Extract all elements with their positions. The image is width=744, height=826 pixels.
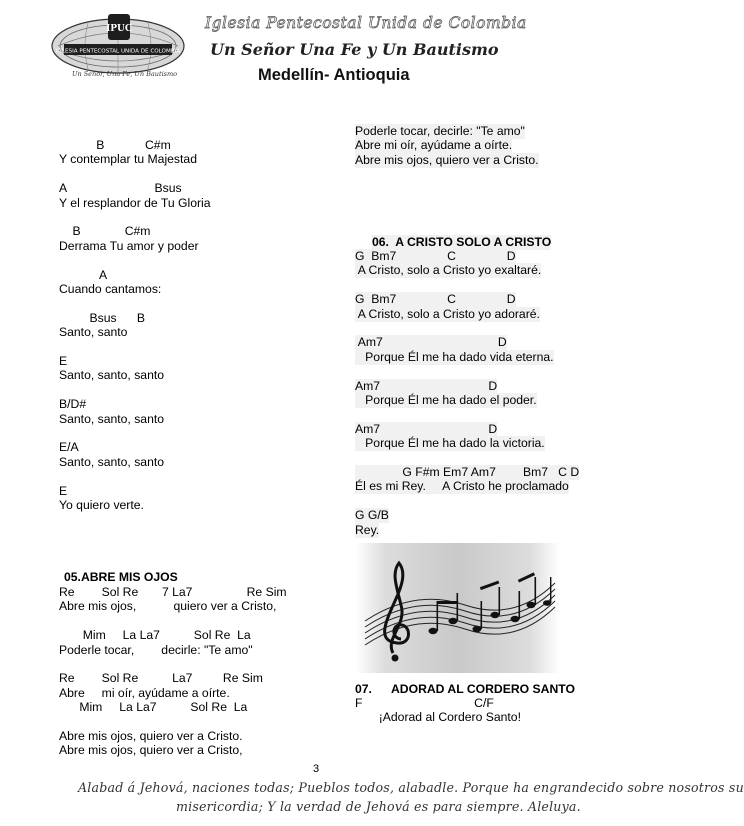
lyric-line: Re Sol Re 7 La7 Re Sim — [59, 585, 287, 599]
lyric-line: Derrama Tu amor y poder — [59, 238, 199, 253]
lyric-line: Cuando cantamos: — [59, 282, 162, 296]
lyric-line: Santo, santo, santo — [59, 368, 165, 383]
church-motto: Un Señor Una Fe y Un Bautismo — [210, 40, 499, 59]
footer-verse-line-2: misericordia; Y la verdad de Jehová es para siempre. Aleluya. — [176, 799, 581, 814]
lyric-line: B C#m — [59, 224, 151, 239]
lyric-line: G Bm7 C D — [355, 249, 516, 263]
church-name: Iglesia Pentecostal Unida de Colombia — [205, 14, 527, 32]
church-logo — [48, 10, 188, 82]
lyric-line: E — [59, 354, 68, 368]
footer-verse-line-1: Alabad á Jehová, naciones todas; Pueblos todos, alabadle. Porque ha engrandecido sobre nosotros su — [78, 780, 744, 795]
lyric-line: G F#m Em7 Am7 Bm7 C D — [355, 465, 580, 479]
lyric-line: Abre mis ojos, quiero ver a Cristo, — [59, 599, 277, 614]
lyric-line: Abre mis ojos, quiero ver a Cristo. — [59, 729, 243, 743]
music-notes-image — [355, 543, 560, 673]
lyric-line: G G/B — [355, 508, 389, 523]
lyric-line: A Cristo, solo a Cristo yo exaltaré. — [355, 263, 542, 278]
lyric-line: Santo, santo, santo — [59, 411, 165, 426]
svg-text:IGLESIA PENTECOSTAL UNIDA DE C: IGLESIA PENTECOSTAL UNIDA DE COLOMBIA — [55, 48, 181, 55]
lyric-line: B C#m — [59, 138, 171, 152]
lyric-line: Am7 D — [355, 421, 498, 436]
lyric-line: F C/F — [355, 696, 494, 710]
lyric-line: Abre mis ojos, quiero ver a Cristo, — [59, 743, 243, 758]
lyric-line: Mim La La7 Sol Re La — [59, 700, 248, 715]
page-number: 3 — [313, 763, 320, 775]
lyric-line: Porque Él me ha dado vida eterna. — [355, 349, 554, 364]
lyric-line: G Bm7 C D — [355, 292, 516, 307]
church-city: Medellín- Antioquia — [258, 66, 410, 84]
lyric-line: Mim La La7 Sol Re La — [59, 628, 251, 643]
lyric-line: ¡Adorad al Cordero Santo! — [355, 710, 521, 725]
lyric-line: Santo, santo — [59, 325, 128, 340]
lyric-line: Poderle tocar, decirle: "Te amo" — [355, 124, 525, 138]
lyric-line: B/D# — [59, 397, 87, 412]
lyric-line: Am7 D — [355, 335, 507, 350]
svg-text:Un Señor, Una Fe, Un Bautismo: Un Señor, Una Fe, Un Bautismo — [72, 70, 178, 78]
lyric-line: Porque Él me ha dado el poder. — [355, 393, 537, 407]
lyric-line: E — [59, 483, 68, 498]
lyric-line: Abre mis ojos, quiero ver a Cristo. — [355, 152, 539, 167]
lyric-line: A — [59, 267, 108, 282]
lyric-line: Porque Él me ha dado la victoria. — [355, 436, 545, 451]
song-title-07: ADORAD AL CORDERO SANTO — [391, 682, 575, 696]
song-title-06: 06. A CRISTO SOLO A CRISTO — [372, 235, 552, 249]
lyric-line: Abre mi oír, ayúdame a oírte. — [59, 685, 230, 700]
lyric-line: Poderle tocar, decirle: "Te amo" — [59, 642, 253, 657]
lyric-line: Bsus B — [59, 310, 146, 325]
lyric-line: Él es mi Rey. A Cristo he proclamado — [355, 479, 569, 494]
svg-text:IPUC: IPUC — [106, 24, 132, 34]
song-number-07: 07. — [355, 682, 372, 696]
lyric-line: A Bsus — [59, 181, 182, 196]
lyric-line: Y contemplar tu Majestad — [59, 152, 197, 167]
lyric-line: E/A — [59, 440, 79, 455]
lyric-line: A Cristo, solo a Cristo yo adoraré. — [355, 306, 540, 321]
lyric-line: Yo quiero verte. — [59, 498, 144, 512]
song-title-05: 05.ABRE MIS OJOS — [64, 570, 178, 584]
lyric-line: Re Sol Re La7 Re Sim — [59, 671, 263, 686]
lyric-line: Abre mi oír, ayúdame a oírte. — [355, 138, 513, 153]
lyric-line: Am7 D — [355, 378, 498, 393]
lyric-line: Y el resplandor de Tu Gloria — [59, 195, 211, 210]
lyric-line: Rey. — [355, 522, 380, 537]
lyric-line: Santo, santo, santo — [59, 454, 165, 469]
